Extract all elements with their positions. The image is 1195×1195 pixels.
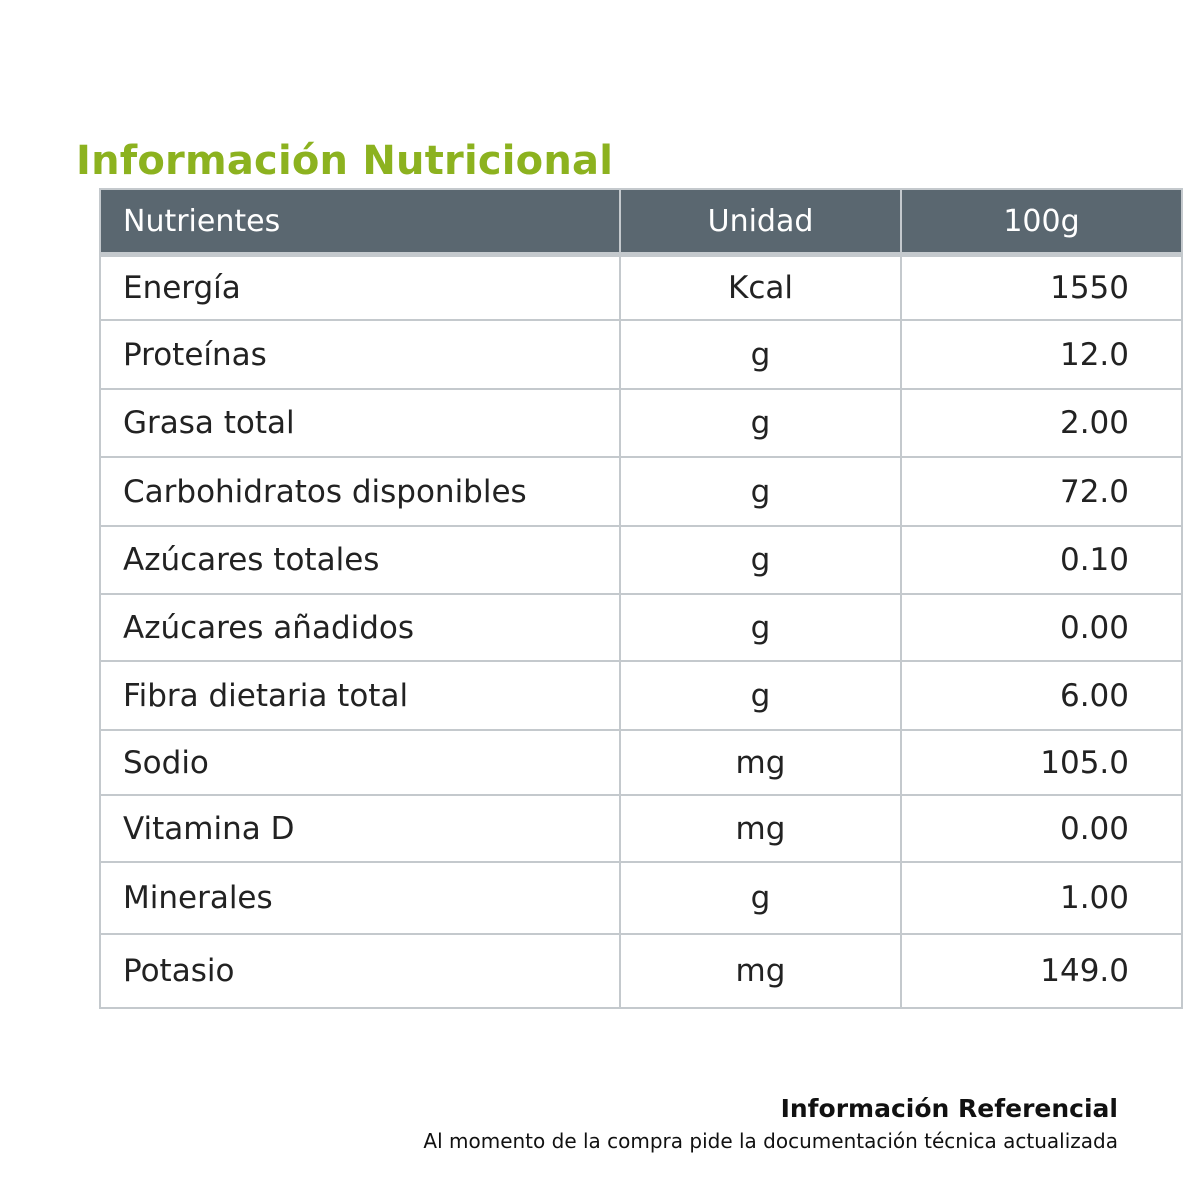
unit-cell: mg [620,934,901,1008]
table-row [100,862,1182,934]
unit-cell: g [620,661,901,730]
unit-cell: g [620,862,901,934]
table-row [100,795,1182,862]
header-unidad: Unidad [620,189,901,255]
nutrient-cell: Energía [100,255,620,321]
value-cell: 149.0 [901,934,1182,1008]
value-cell: 105.0 [901,730,1182,795]
table-row [100,594,1182,661]
nutrient-cell: Sodio [100,730,620,795]
unit-cell: g [620,526,901,594]
header-100g: 100g [901,189,1182,255]
table-row [100,934,1182,1008]
header-row [100,189,1182,255]
unit-cell: mg [620,795,901,862]
unit-cell: g [620,320,901,389]
nutrient-cell: Potasio [100,934,620,1008]
table-row [100,526,1182,594]
table-body [100,255,1182,1009]
unit-cell: Kcal [620,255,901,321]
nutrient-cell: Grasa total [100,389,620,457]
table-row [100,255,1182,321]
table-row [100,320,1182,389]
nutrition-table [99,188,1183,1009]
value-cell: 6.00 [901,661,1182,730]
unit-cell: g [620,594,901,661]
page-title: Información Nutricional [76,138,614,184]
unit-cell: g [620,389,901,457]
nutrient-cell: Proteínas [100,320,620,389]
value-cell: 0.00 [901,594,1182,661]
nutrient-cell: Azúcares totales [100,526,620,594]
table-row [100,661,1182,730]
table-row [100,457,1182,526]
header-nutrientes: Nutrientes [100,189,620,255]
nutrient-cell: Minerales [100,862,620,934]
table-row [100,730,1182,795]
footer-title: Información Referencial [780,1094,1118,1123]
value-cell: 2.00 [901,389,1182,457]
unit-cell: mg [620,730,901,795]
value-cell: 1550 [901,255,1182,321]
value-cell: 72.0 [901,457,1182,526]
footer-note: Al momento de la compra pide la documentación técnica actualizada [423,1129,1118,1153]
nutrient-cell: Fibra dietaria total [100,661,620,730]
nutrient-cell: Vitamina D [100,795,620,862]
value-cell: 0.10 [901,526,1182,594]
table-row [100,389,1182,457]
unit-cell: g [620,457,901,526]
value-cell: 0.00 [901,795,1182,862]
table-header [100,189,1182,255]
value-cell: 1.00 [901,862,1182,934]
nutrient-cell: Azúcares añadidos [100,594,620,661]
value-cell: 12.0 [901,320,1182,389]
nutrient-cell: Carbohidratos disponibles [100,457,620,526]
